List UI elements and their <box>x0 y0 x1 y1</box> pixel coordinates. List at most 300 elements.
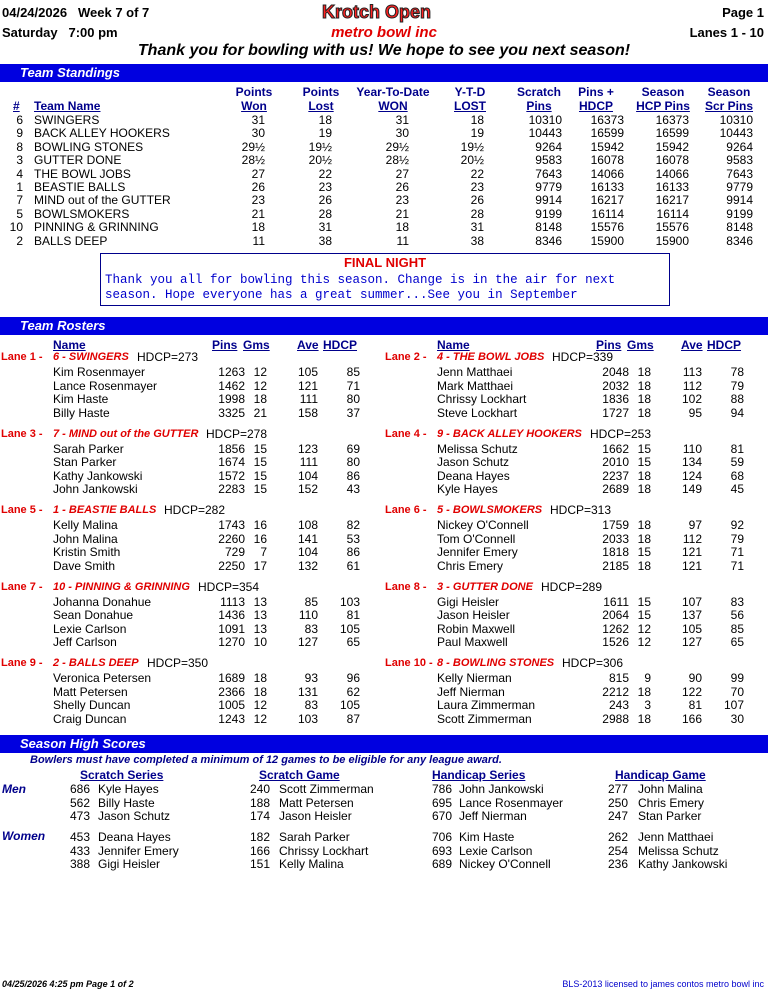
player-pins: 243 <box>608 698 629 713</box>
player-handicap: 45 <box>730 482 744 497</box>
team-hdcp: HDCP=253 <box>590 426 652 441</box>
standings-header-top: Points <box>235 85 273 99</box>
player-handicap: 71 <box>730 545 744 560</box>
high-score-value: 695 <box>431 795 452 810</box>
standings-header-top: Scratch <box>516 85 562 99</box>
report-date: 04/24/2026 <box>2 5 68 20</box>
player-handicap: 82 <box>346 518 360 532</box>
player-games: 18 <box>637 482 651 497</box>
player-games: 15 <box>253 468 267 483</box>
player-name: Veronica Petersen <box>53 671 152 685</box>
final-night-line1: Thank you all for bowling this season. Change is in the air for next <box>105 273 616 287</box>
lane-label: Lane 2 - <box>385 351 427 363</box>
standings-cell: 21 <box>395 206 409 221</box>
high-score-bowler: John Malina <box>638 782 703 796</box>
player-games: 18 <box>637 405 651 420</box>
player-pins: 2010 <box>602 455 629 470</box>
player-pins: 2185 <box>602 558 629 573</box>
standings-cell: 9583 <box>535 153 562 168</box>
standings-rank: 1 <box>16 180 23 194</box>
high-score-value: 166 <box>249 843 270 858</box>
high-score-bowler: Stan Parker <box>638 809 702 824</box>
high-score-bowler: Kathy Jankowski <box>638 857 728 872</box>
player-handicap: 30 <box>730 711 744 726</box>
player-average: 141 <box>297 531 318 546</box>
standings-cell: 26 <box>470 193 484 208</box>
standings-header-bottom: Won <box>241 99 267 113</box>
player-handicap: 71 <box>346 378 360 393</box>
player-name: Melissa Schutz <box>437 441 518 456</box>
standings-cell: 38 <box>318 233 332 248</box>
standings-cell: 23 <box>395 193 409 208</box>
player-pins: 1005 <box>218 698 245 713</box>
player-handicap: 81 <box>730 441 744 456</box>
player-pins: 1818 <box>602 545 629 560</box>
player-handicap: 62 <box>346 684 360 699</box>
standings-cell: 16133 <box>655 180 689 194</box>
team-name: 6 - SWINGERS <box>53 351 129 363</box>
player-pins: 1262 <box>602 621 629 636</box>
player-games: 18 <box>253 392 267 407</box>
league-logo: Krotch Open <box>322 2 432 22</box>
standings-cell: 23 <box>470 180 484 194</box>
player-games: 15 <box>637 594 651 609</box>
player-handicap: 65 <box>730 635 744 650</box>
standings-team-name: GUTTER DONE <box>34 153 122 168</box>
standings-rank: 2 <box>16 233 23 248</box>
roster-header-gms: Gms <box>627 338 654 352</box>
player-average: 166 <box>681 711 702 726</box>
player-name: John Jankowski <box>53 482 138 497</box>
player-games: 18 <box>637 684 651 699</box>
player-games: 16 <box>253 531 267 546</box>
standings-header-team: Team Name <box>34 99 101 113</box>
player-average: 127 <box>297 635 318 650</box>
player-name: Chrissy Lockhart <box>437 392 527 407</box>
player-pins: 2237 <box>602 468 629 483</box>
player-average: 121 <box>681 558 702 573</box>
player-handicap: 86 <box>346 468 360 483</box>
lane-label: Lane 6 - <box>385 504 427 516</box>
standings-header-bottom: Lost <box>308 99 334 113</box>
high-score-value: 188 <box>249 795 270 810</box>
player-handicap: 83 <box>730 594 744 609</box>
standings-cell: 16114 <box>591 206 624 221</box>
high-score-value: 453 <box>69 830 90 844</box>
player-average: 93 <box>304 671 318 685</box>
standings-cell: 19½ <box>308 139 332 154</box>
player-average: 83 <box>304 698 318 713</box>
standings-team-name: PINNING & GRINNING <box>34 220 159 235</box>
player-name: Chris Emery <box>437 558 504 573</box>
player-average: 111 <box>299 455 318 470</box>
player-handicap: 78 <box>730 365 744 379</box>
player-handicap: 81 <box>346 608 360 623</box>
player-name: Jenn Matthaei <box>437 365 513 379</box>
standings-cell: 7643 <box>726 166 753 181</box>
standings-cell: 26 <box>318 193 332 208</box>
standings-cell: 19½ <box>460 139 484 154</box>
player-name: John Malina <box>53 531 118 546</box>
player-pins: 1727 <box>602 405 629 420</box>
standings-cell: 8346 <box>726 233 753 248</box>
team-hdcp: HDCP=273 <box>137 350 199 364</box>
team-name: 8 - BOWLING STONES <box>437 657 555 669</box>
high-score-bowler: Billy Haste <box>98 795 155 810</box>
roster-header-name: Name <box>53 338 86 352</box>
team-name: 9 - BACK ALLEY HOOKERS <box>437 427 582 440</box>
team-name: 3 - GUTTER DONE <box>437 580 533 593</box>
high-score-bowler: Kim Haste <box>459 830 515 844</box>
player-pins: 1436 <box>218 608 245 623</box>
standings-cell: 11 <box>396 233 409 248</box>
standings-header-top: Points <box>302 85 340 99</box>
player-handicap: 79 <box>730 531 744 546</box>
standings-cell: 9914 <box>535 193 562 208</box>
standings-cell: 9264 <box>726 139 753 154</box>
standings-cell: 16599 <box>590 126 624 141</box>
player-pins: 1572 <box>218 468 245 483</box>
standings-cell: 10310 <box>719 113 753 127</box>
player-name: Matt Petersen <box>53 684 128 699</box>
player-pins: 2250 <box>218 558 245 573</box>
player-pins: 1526 <box>602 635 629 650</box>
player-average: 97 <box>688 518 702 532</box>
standings-cell: 31 <box>470 220 484 235</box>
player-name: Kathy Jankowski <box>53 468 143 483</box>
standings-header-top: Y-T-D <box>454 85 486 99</box>
standings-cell: 14066 <box>590 166 624 181</box>
standings-team-name: BACK ALLEY HOOKERS <box>34 126 170 141</box>
high-score-value: 247 <box>607 809 628 824</box>
standings-cell: 15576 <box>590 220 624 235</box>
player-name: Kelly Malina <box>53 518 118 532</box>
player-average: 85 <box>304 594 318 609</box>
team-name: 5 - BOWLSMOKERS <box>437 504 543 516</box>
day-time: Saturday 7:00 pm <box>2 25 118 40</box>
standings-team-name: BOWLSMOKERS <box>34 206 130 221</box>
player-average: 90 <box>688 671 702 685</box>
player-handicap: 65 <box>346 635 360 650</box>
high-score-bowler: Jenn Matthaei <box>638 830 714 844</box>
player-games: 7 <box>260 545 267 560</box>
player-pins: 1611 <box>603 594 629 609</box>
player-games: 12 <box>637 635 651 650</box>
player-handicap: 86 <box>346 545 360 560</box>
standings-cell: 28½ <box>385 153 409 168</box>
team-name: 2 - BALLS DEEP <box>53 657 139 669</box>
standings-team-name: BALLS DEEP <box>34 233 108 248</box>
standings-cell: 18 <box>251 220 265 235</box>
player-handicap: 103 <box>339 594 360 609</box>
player-average: 105 <box>297 365 318 379</box>
footer-license: BLS-2013 licensed to james contos metro bowl inc <box>562 979 764 989</box>
player-handicap: 80 <box>346 455 360 470</box>
standings-cell: 31 <box>395 113 409 127</box>
player-handicap: 88 <box>730 392 744 407</box>
player-handicap: 71 <box>730 558 744 573</box>
player-average: 105 <box>681 621 702 636</box>
standings-cell: 22 <box>470 166 484 181</box>
player-average: 134 <box>681 455 702 470</box>
high-score-value: 693 <box>431 843 452 858</box>
player-average: 127 <box>681 635 702 650</box>
player-name: Mark Matthaei <box>437 378 514 393</box>
standings-rank: 7 <box>16 193 23 208</box>
player-name: Gigi Heisler <box>437 594 500 609</box>
player-average: 102 <box>681 392 702 407</box>
player-pins: 1270 <box>218 635 245 650</box>
high-score-value: 277 <box>607 782 628 796</box>
player-games: 15 <box>637 441 651 456</box>
high-score-bowler: Jason Schutz <box>98 809 171 824</box>
player-games: 12 <box>253 365 267 379</box>
player-name: Nickey O'Connell <box>437 518 529 532</box>
footer-print-info: 04/25/2026 4:25 pm Page 1 of 2 <box>2 979 134 989</box>
roster-header-pins: Pins <box>212 338 238 352</box>
high-score-category: Handicap Game <box>615 768 706 782</box>
player-name: Scott Zimmerman <box>437 711 532 726</box>
high-score-value: 689 <box>431 857 452 872</box>
player-games: 18 <box>637 558 651 573</box>
standings-cell: 8148 <box>535 220 562 235</box>
high-score-category: Scratch Series <box>80 768 164 782</box>
standings-cell: 29½ <box>241 139 265 154</box>
standings-rank: 8 <box>16 139 23 154</box>
player-name: Paul Maxwell <box>437 635 508 650</box>
standings-cell: 10443 <box>528 126 562 141</box>
player-average: 113 <box>682 365 702 379</box>
team-hdcp: HDCP=278 <box>206 426 268 441</box>
high-score-bowler: John Jankowski <box>459 782 544 796</box>
player-games: 12 <box>253 698 267 713</box>
player-average: 121 <box>681 545 702 560</box>
high-score-category: Handicap Series <box>432 768 526 782</box>
player-average: 108 <box>297 518 318 532</box>
high-score-bowler: Lance Rosenmayer <box>459 795 564 810</box>
high-score-bowler: Deana Hayes <box>98 830 171 844</box>
high-score-value: 182 <box>249 830 270 844</box>
team-hdcp: HDCP=306 <box>562 656 624 670</box>
high-score-value: 433 <box>69 843 90 858</box>
week-label: Week 7 of 7 <box>78 5 150 20</box>
high-score-value: 670 <box>431 809 452 824</box>
standings-cell: 26 <box>395 180 409 194</box>
player-handicap: 80 <box>346 392 360 407</box>
roster-header-hdcp: HDCP <box>323 338 358 352</box>
standings-cell: 26 <box>251 180 265 194</box>
player-average: 110 <box>682 441 702 456</box>
player-pins: 3325 <box>218 405 245 420</box>
player-games: 18 <box>637 378 651 393</box>
standings-cell: 14066 <box>655 166 689 181</box>
player-games: 13 <box>253 594 267 609</box>
player-average: 121 <box>297 378 318 393</box>
standings-header-top: Season <box>641 85 685 99</box>
high-score-value: 686 <box>69 782 90 796</box>
standings-cell: 27 <box>395 166 409 181</box>
player-games: 15 <box>637 608 651 623</box>
player-handicap: 53 <box>346 531 360 546</box>
thank-you-message: Thank you for bowling with us! We hope to see you next season! <box>137 42 631 59</box>
high-score-value: 236 <box>607 857 628 872</box>
rosters-band <box>0 317 768 335</box>
team-hdcp: HDCP=350 <box>147 656 209 670</box>
standings-cell: 9264 <box>535 139 562 154</box>
player-name: Billy Haste <box>53 405 110 420</box>
player-handicap: 94 <box>730 405 744 420</box>
player-handicap: 68 <box>730 468 744 483</box>
player-average: 83 <box>304 621 318 636</box>
standings-cell: 15900 <box>590 233 624 248</box>
player-average: 104 <box>297 545 318 560</box>
team-hdcp: HDCP=282 <box>164 503 226 517</box>
player-name: Shelly Duncan <box>53 698 131 713</box>
lane-label: Lane 8 - <box>385 580 427 593</box>
player-handicap: 56 <box>730 608 744 623</box>
standings-cell: 16217 <box>590 193 624 208</box>
player-games: 10 <box>253 635 267 650</box>
player-games: 15 <box>253 455 267 470</box>
player-name: Jeff Carlson <box>53 635 117 650</box>
high-score-bowler: Chrissy Lockhart <box>279 843 369 858</box>
high-score-value: 174 <box>249 809 270 824</box>
player-pins: 1662 <box>602 441 629 456</box>
player-games: 15 <box>253 441 267 456</box>
high-score-bowler: Jason Heisler <box>279 809 352 824</box>
roster-header-pins: Pins <box>596 338 622 352</box>
player-pins: 1674 <box>218 455 245 470</box>
lane-label: Lane 4 - <box>385 427 427 440</box>
player-pins: 729 <box>224 545 245 560</box>
standings-header-bottom: LOST <box>454 99 486 113</box>
standings-rank: 9 <box>16 126 23 141</box>
player-games: 18 <box>637 531 651 546</box>
player-games: 13 <box>253 608 267 623</box>
player-name: Jennifer Emery <box>437 545 518 560</box>
high-score-value: 706 <box>431 830 452 844</box>
final-night-title: FINAL NIGHT <box>343 255 427 270</box>
standings-cell: 18 <box>318 113 332 127</box>
standings-cell: 28½ <box>241 153 265 168</box>
player-name: Jeff Nierman <box>437 684 505 699</box>
team-name: 10 - PINNING & GRINNING <box>53 580 190 593</box>
men-label: Men <box>2 782 26 796</box>
player-pins: 1689 <box>218 671 245 685</box>
player-games: 18 <box>253 684 267 699</box>
player-name: Johanna Donahue <box>53 594 152 609</box>
standings-cell: 9779 <box>535 180 562 194</box>
standings-cell: 16599 <box>655 126 689 141</box>
standings-cell: 30 <box>395 126 409 141</box>
player-average: 112 <box>682 531 702 546</box>
high-score-value: 250 <box>607 795 628 810</box>
high-score-bowler: Nickey O'Connell <box>459 857 551 872</box>
player-pins: 1856 <box>218 441 245 456</box>
player-games: 12 <box>253 378 267 393</box>
high-score-bowler: Scott Zimmerman <box>279 782 374 796</box>
player-pins: 1836 <box>602 392 629 407</box>
page-number: Page 1 <box>722 5 764 20</box>
high-score-value: 240 <box>249 782 270 796</box>
player-handicap: 59 <box>730 455 744 470</box>
player-handicap: 107 <box>723 698 744 713</box>
center-name: metro bowl inc <box>331 24 437 41</box>
player-name: Robin Maxwell <box>437 621 516 636</box>
player-name: Laura Zimmerman <box>437 698 536 713</box>
final-night-box <box>100 253 670 306</box>
standings-cell: 15576 <box>655 220 689 235</box>
player-name: Dave Smith <box>53 558 116 573</box>
player-handicap: 99 <box>730 671 744 685</box>
high-score-value: 151 <box>249 857 270 872</box>
high-score-bowler: Sarah Parker <box>279 830 350 844</box>
player-handicap: 105 <box>339 621 360 636</box>
player-pins: 815 <box>608 671 629 685</box>
roster-header-ave: Ave <box>297 338 319 352</box>
player-pins: 2689 <box>602 482 629 497</box>
standings-cell: 15942 <box>590 139 624 154</box>
standings-cell: 38 <box>470 233 484 248</box>
high-score-bowler: Jeff Nierman <box>459 809 527 824</box>
player-handicap: 79 <box>730 378 744 393</box>
standings-cell: 18 <box>395 220 409 235</box>
eligibility-note: Bowlers must have completed a minimum of 12 games to be eligible for any league award. <box>30 754 502 766</box>
player-average: 158 <box>297 405 318 420</box>
high-score-bowler: Kyle Hayes <box>98 782 159 796</box>
player-pins: 1091 <box>218 621 245 636</box>
player-average: 152 <box>297 482 318 497</box>
standings-cell: 28 <box>470 206 484 221</box>
high-score-bowler: Gigi Heisler <box>98 857 161 872</box>
standings-cell: 20½ <box>460 153 484 168</box>
player-pins: 1113 <box>220 594 245 609</box>
standings-cell: 16133 <box>590 180 624 194</box>
player-average: 95 <box>688 405 702 420</box>
rosters-title: Team Rosters <box>20 318 106 333</box>
team-hdcp: HDCP=289 <box>541 579 603 594</box>
standings-cell: 16217 <box>655 193 689 208</box>
player-pins: 1263 <box>218 365 245 379</box>
player-handicap: 70 <box>730 684 744 699</box>
player-handicap: 87 <box>346 711 360 726</box>
player-handicap: 105 <box>339 698 360 713</box>
high-score-bowler: Jennifer Emery <box>98 843 179 858</box>
player-name: Craig Duncan <box>53 711 127 726</box>
standings-cell: 16078 <box>590 153 624 168</box>
high-scores-band <box>0 735 768 753</box>
women-label: Women <box>2 829 46 843</box>
player-name: Kristin Smith <box>53 545 121 560</box>
lane-label: Lane 3 - <box>1 427 43 440</box>
player-games: 18 <box>637 711 651 726</box>
player-pins: 2048 <box>602 365 629 379</box>
player-games: 12 <box>253 711 267 726</box>
standings-team-name: BOWLING STONES <box>34 139 144 154</box>
high-score-value: 388 <box>69 857 90 872</box>
standings-cell: 27 <box>251 166 265 181</box>
standings-cell: 11 <box>252 233 265 248</box>
standings-header-top: Season <box>707 85 751 99</box>
standings-cell: 29½ <box>385 139 409 154</box>
player-pins: 1759 <box>602 518 629 532</box>
player-average: 132 <box>297 558 318 573</box>
standings-cell: 23 <box>251 193 265 208</box>
standings-cell: 10443 <box>719 126 753 141</box>
player-games: 18 <box>637 365 651 379</box>
standings-cell: 21 <box>251 206 265 221</box>
player-name: Stan Parker <box>53 455 117 470</box>
